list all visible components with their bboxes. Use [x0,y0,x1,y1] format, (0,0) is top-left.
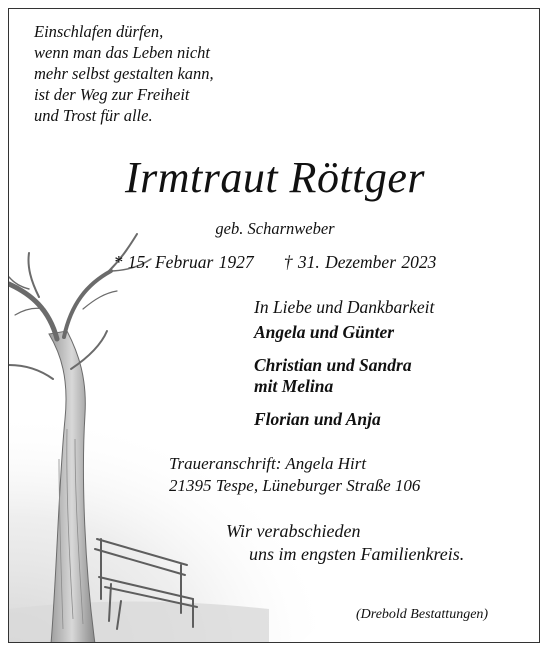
mourner-family: Christian und Sandra [254,355,412,375]
poem-line: und Trost für alle. [34,106,153,125]
undertaker-credit: (Drebold Bestattungen) [356,607,489,622]
mourner-family: Angela und Günter [254,322,395,342]
closing-line: uns im engsten Familienkreis. [249,544,465,564]
poem-line: mehr selbst gestalten kann, [34,64,214,83]
mourning-address [169,453,420,497]
death-date: † 31. Dezember 2023 [283,252,437,272]
poem-line: ist der Weg zur Freiheit [34,85,190,104]
closing-line: Wir verabschieden [226,521,361,541]
birth-name: geb. Scharnweber [215,219,335,238]
poem-line: Einschlafen dürfen, [34,22,164,41]
address-line: Traueranschrift: Angela Hirt [169,454,367,473]
ground [9,602,269,644]
address-line: 21395 Tespe, Lüneburger Straße 106 [169,476,421,495]
obituary-notice [8,8,540,643]
mourners-intro: In Liebe und Dankbarkeit [254,297,435,317]
mourner-family: mit Melina [254,376,334,396]
poem-line: wenn man das Leben nicht [34,43,210,62]
deceased-name: Irmtraut Röttger [124,153,426,202]
birth-date: * 15. Februar 1927 [113,252,254,272]
life-dates [9,252,540,273]
mourner-family: Florian und Anja [254,409,381,429]
poem [34,21,214,126]
